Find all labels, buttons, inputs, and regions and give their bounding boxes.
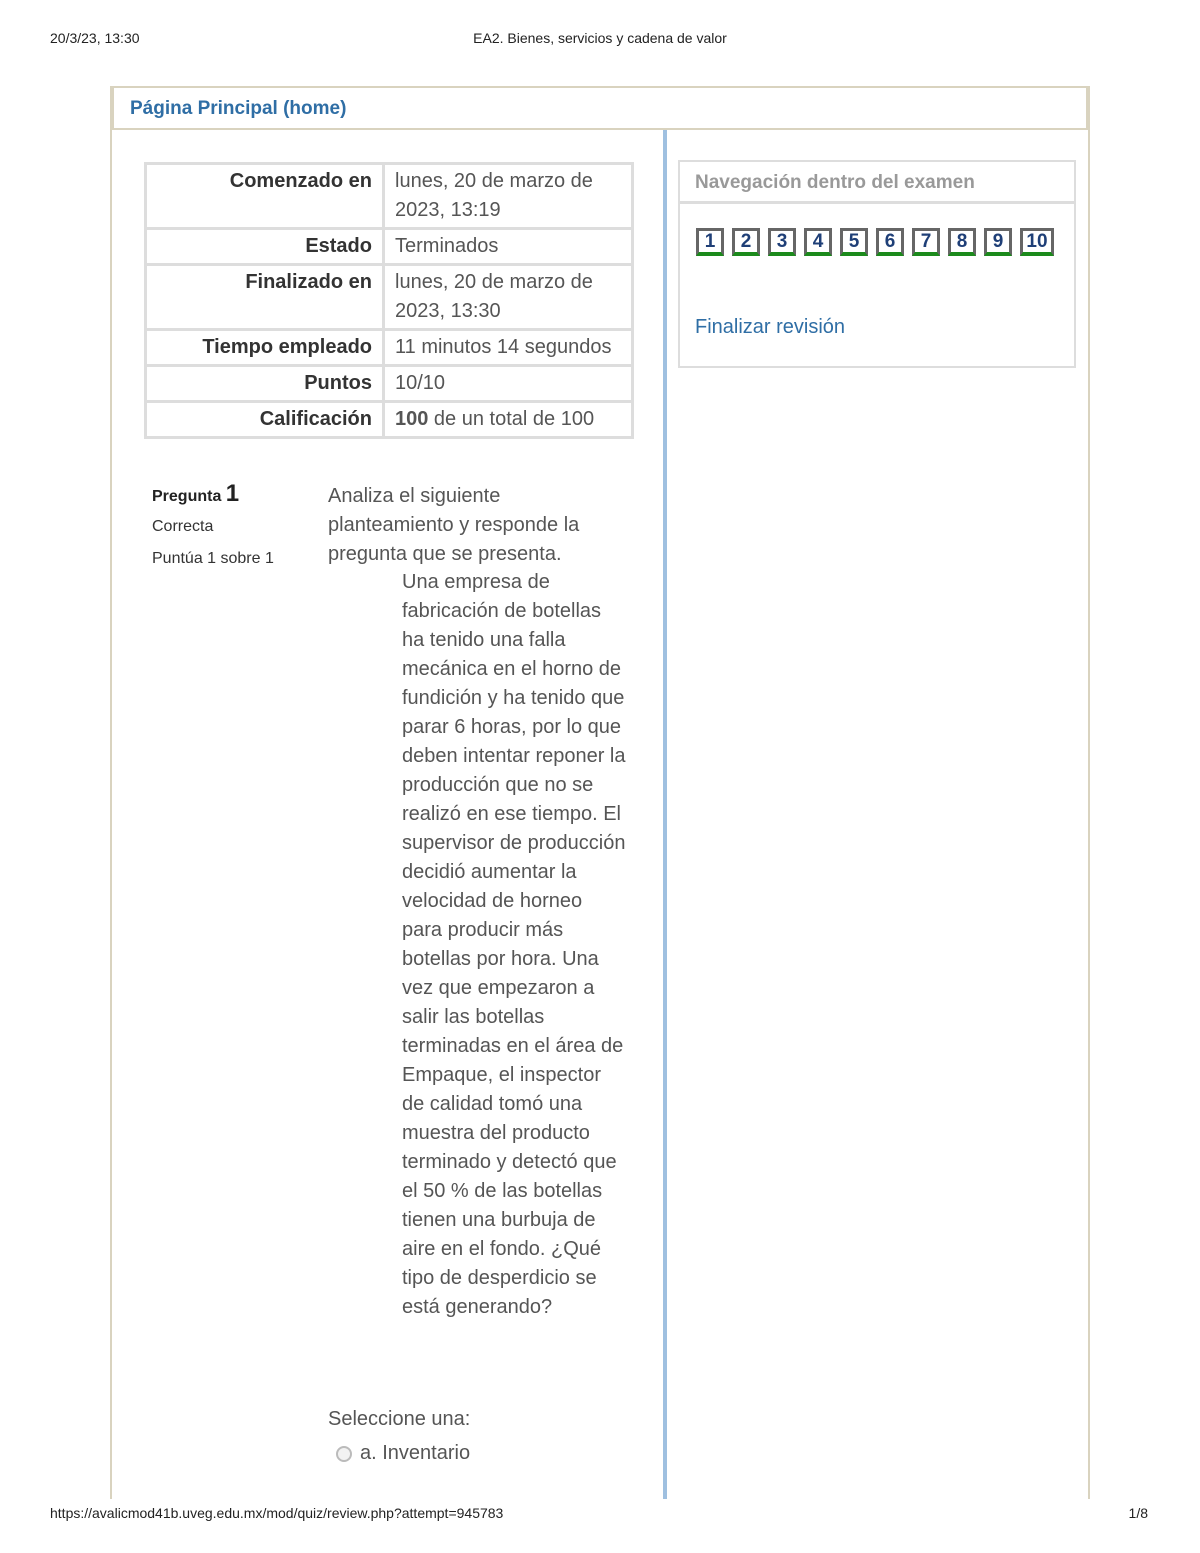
summary-label: Estado [146,229,384,265]
summary-row-grade [146,402,633,438]
summary-value: lunes, 20 de marzo de 2023, 13:30 [384,265,633,330]
answer-prompt: Seleccione una: [328,1408,471,1430]
summary-row-points [146,366,633,402]
page-header [112,86,1088,130]
home-link[interactable]: Página Principal (home) [130,98,347,119]
grade-value: 100 [395,408,429,430]
nav-question-button[interactable]: 6 [876,228,904,256]
nav-question-button[interactable]: 1 [696,228,724,256]
summary-row-finished [146,265,633,330]
summary-row-time-taken [146,330,633,366]
print-url: https://avalicmod41b.uveg.edu.mx/mod/quiz/review.php?attempt=945783 [50,1505,504,1521]
print-datetime: 20/3/23, 13:30 [50,30,140,46]
answer-option-label: a. Inventario [360,1442,471,1464]
grade-suffix: de un total de 100 [428,408,595,430]
quiz-navigation-title: Navegación dentro del examen [680,162,1074,204]
nav-question-button[interactable]: 4 [804,228,832,256]
question-number [152,480,302,508]
summary-value [384,402,633,438]
summary-value: 10/10 [384,366,633,402]
question-prefix: Pregunta [152,488,226,505]
page-frame [110,86,1090,1499]
answer-option-a[interactable] [336,1442,470,1465]
attempt-summary-table [144,162,634,439]
finish-review-link[interactable]: Finalizar revisión [695,316,846,338]
summary-row-started [146,164,633,229]
nav-question-button[interactable]: 5 [840,228,868,256]
question-intro: Analiza el siguiente planteamiento y responde la pregunta que se presenta. [328,485,580,565]
summary-label: Comenzado en [146,164,384,229]
print-page-number: 1/8 [1128,1505,1148,1521]
question-info [152,480,302,568]
nav-question-button[interactable]: 10 [1020,228,1054,256]
summary-value: Terminados [384,229,633,265]
question-state: Correcta [152,518,214,535]
question-grade: Puntúa 1 sobre 1 [152,550,274,567]
nav-question-button[interactable]: 9 [984,228,1012,256]
summary-label: Calificación [146,402,384,438]
quiz-navigation-block [678,160,1076,368]
summary-label: Finalizado en [146,265,384,330]
summary-label: Tiempo empleado [146,330,384,366]
nav-question-button[interactable]: 7 [912,228,940,256]
column-divider [663,130,667,1499]
question-body: Una empresa de fabricación de botellas ha tenido una falla mecánica en el horno de fundición y ha tenido que parar 6 horas, por lo que deben intentar reponer la producción que no se realizó en ese tiempo. El supervisor de producción decidió aumentar la velocidad de horneo para producir más botellas por hora. Una vez que empezaron a salir las botellas terminadas en el área de Empaque, el inspector de calidad tomó una muestra del producto terminado y detectó que el 50 % de las botellas tienen una burbuja de aire en el fondo. ¿Qué tipo de desperdicio se está generando? [402,571,626,1318]
summary-label: Puntos [146,366,384,402]
nav-question-button[interactable]: 2 [732,228,760,256]
print-doc-title: EA2. Bienes, servicios y cadena de valor [473,30,727,46]
nav-question-button[interactable]: 3 [768,228,796,256]
print-header [0,30,1200,50]
quiz-navigation-buttons [696,228,1066,268]
summary-row-state [146,229,633,265]
radio-button[interactable] [336,1446,352,1462]
summary-value: lunes, 20 de marzo de 2023, 13:19 [384,164,633,229]
summary-value: 11 minutos 14 segundos [384,330,633,366]
nav-question-button[interactable]: 8 [948,228,976,256]
question-number-value: 1 [225,480,240,507]
